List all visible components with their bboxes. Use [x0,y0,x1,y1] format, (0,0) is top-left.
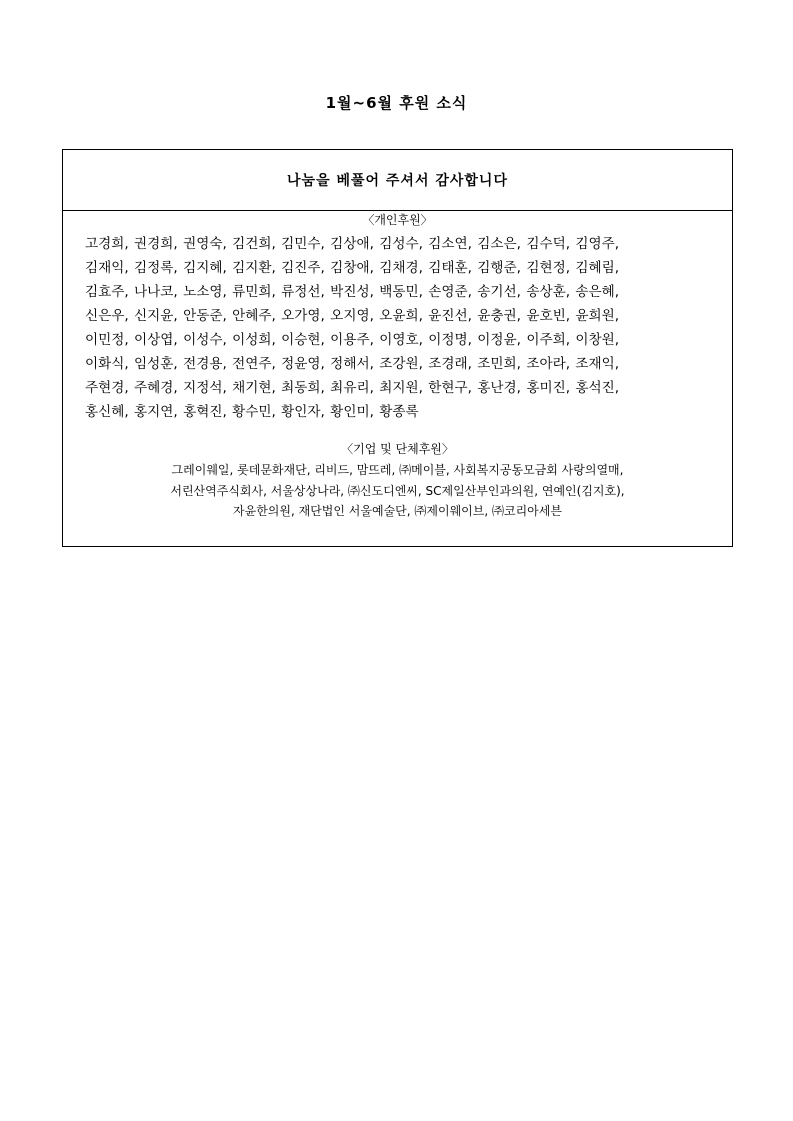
individual-donors-list [85,232,712,424]
donor-box [62,149,733,547]
individual-donors-line: 홍신혜, 홍지연, 홍혁진, 황수민, 황인자, 황인미, 황종록 [85,404,419,420]
box-heading: 나눔을 베풀어 주셔서 감사합니다 [63,150,732,211]
corporate-donors-list [63,460,732,522]
individual-donors-label: 〈개인후원〉 [362,213,433,227]
individual-donors-line: 김효주, 나나코, 노소영, 류민희, 류정선, 박진성, 백동민, 손영준, 송기선, 송상훈, 송은혜, [85,284,620,300]
individual-donors-line: 고경희, 권경희, 권영숙, 김건희, 김민수, 김상애, 김성수, 김소연, 김소은, 김수덕, 김영주, [85,236,620,252]
individual-donors-line: 김재익, 김정록, 김지혜, 김지환, 김진주, 김창애, 김채경, 김태훈, 김행준, 김현정, 김혜림, [85,260,620,276]
individual-donors-line: 신은우, 신지윤, 안동준, 안혜주, 오가영, 오지영, 오윤희, 윤진선, 윤충권, 윤호빈, 윤희원, [85,308,620,324]
individual-donors-line: 주현경, 주혜경, 지정석, 채기현, 최동희, 최유리, 최지원, 한현구, 홍난경, 홍미진, 홍석진, [85,380,620,396]
corporate-donors-line: 그레이웨일, 롯데문화재단, 리비드, 맘뜨레, ㈜메이블, 사회복지공동모금회 사랑의열매, [171,463,624,477]
page-title: 1월~6월 후원 소식 [325,94,468,112]
individual-donors-line: 이민정, 이상엽, 이성수, 이성희, 이승현, 이용주, 이영호, 이정명, 이정윤, 이주희, 이창원, [85,332,620,348]
corporate-donors-line: 자윤한의원, 재단법인 서울예술단, ㈜제이웨이브, ㈜코리아세븐 [233,504,562,518]
individual-donors-line: 이화식, 임성훈, 전경용, 전연주, 정윤영, 정해서, 조강원, 조경래, 조민희, 조아라, 조재익, [85,356,620,372]
corporate-donors-line: 서린산역주식회사, 서울상상나라, ㈜신도디엔씨, SC제일산부인과의원, 연예인(김지호), [170,483,625,498]
corporate-donors-label: 〈기업 및 단체후원〉 [341,442,454,456]
